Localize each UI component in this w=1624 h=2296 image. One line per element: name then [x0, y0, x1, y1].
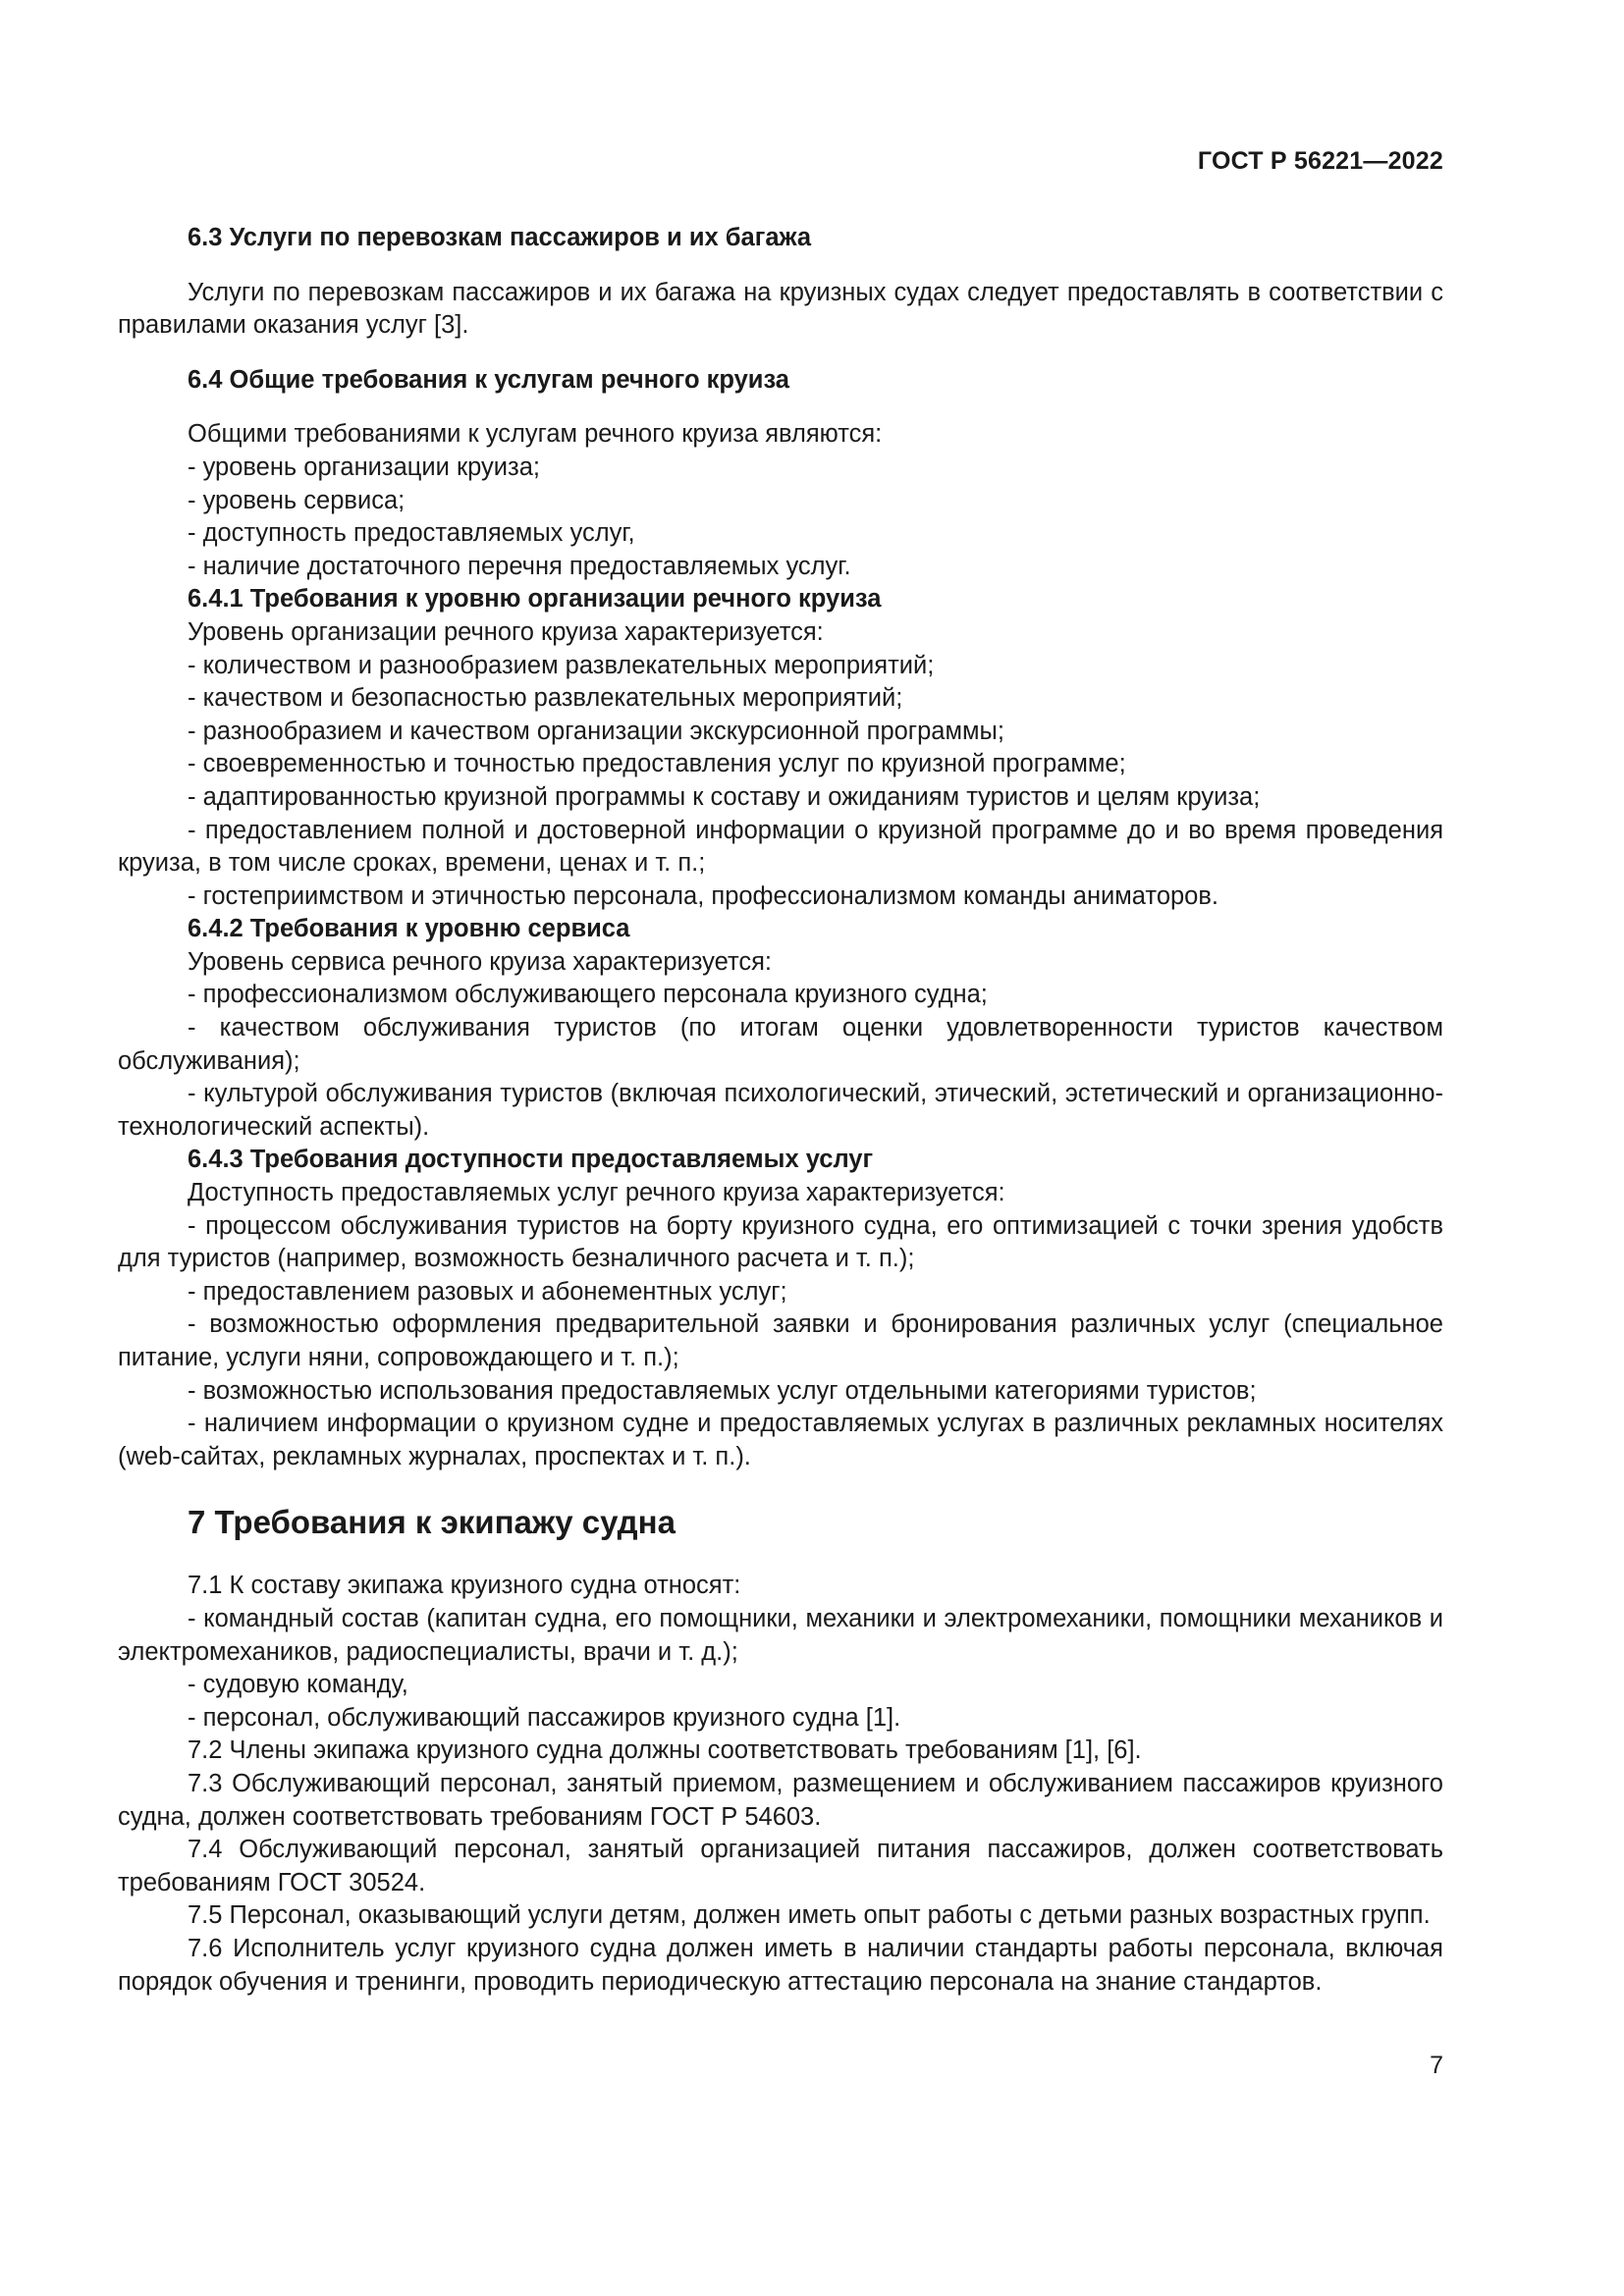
paragraph-7-4: 7.4 Обслуживающий персонал, занятый организацией питания пассажиров, должен соответствовать требованиям ГОСТ 30524.: [118, 1836, 1443, 1896]
section-6-3-text: Услуги по перевозкам пассажиров и их багажа на круизных судах следует предоставлять в соответствии с правилами оказания услуг [3].: [118, 278, 1443, 340]
section-6-4-heading: 6.4 Общие требования к услугам речного круиза: [188, 365, 789, 394]
list-item: - предоставлением разовых и абонементных услуг;: [188, 1277, 787, 1306]
section-6-4-1-heading: 6.4.1 Требования к уровню организации речного круиза: [188, 585, 882, 614]
list-item: - адаптированностью круизной программы к составу и ожиданиям туристов и целям круиза;: [188, 782, 1261, 811]
list-item: - количеством и разнообразием развлекательных мероприятий;: [188, 651, 935, 679]
list-item: - процессом обслуживания туристов на борту круизного судна, его оптимизацией с точки зрения удобств для туристов (например, возможность безналичного расчета и т. п.);: [118, 1211, 1443, 1273]
paragraph-7-6: 7.6 Исполнитель услуг круизного судна должен иметь в наличии стандарты работы персонала, включая порядок обучения и тренинги, проводить периодическую аттестацию персонала на знание стандартов.: [118, 1934, 1443, 1996]
list-item: - наличие достаточного перечня предоставляемых услуг.: [188, 552, 851, 580]
list-item: - доступность предоставляемых услуг,: [188, 519, 635, 548]
list-item: - предоставлением полной и достоверной информации о круизной программе до и во время проведения круиза, в том числе сроках, времени, ценах и т. п.;: [118, 816, 1443, 878]
page-number: 7: [1430, 2052, 1443, 2079]
list-item: - качеством и безопасностью развлекательных мероприятий;: [188, 684, 903, 713]
section-6-4-2-heading: 6.4.2 Требования к уровню сервиса: [188, 915, 630, 943]
paragraph-7-3: 7.3 Обслуживающий персонал, занятый приемом, размещением и обслуживанием пассажиров круизного судна, должен соответствовать требованиям ГОСТ Р 54603.: [118, 1769, 1443, 1831]
list-item: - возможностью оформления предварительной заявки и бронирования различных услуг (специальное питание, услуги няни, сопровождающего и т. п.);: [118, 1310, 1443, 1371]
paragraph-7-1: 7.1 К составу экипажа круизного судна относят:: [188, 1572, 741, 1600]
list-item: - разнообразием и качеством организации экскурсионной программы;: [188, 717, 1004, 745]
list-item: - уровень организации круиза;: [188, 453, 540, 481]
section-6-4-1-intro: Уровень организации речного круиза характеризуется:: [188, 617, 824, 646]
section-6-4-intro: Общими требованиями к услугам речного круиза являются:: [188, 420, 883, 449]
list-item: - качеством обслуживания туристов (по итогам оценки удовлетворенности туристов качеством обслуживания);: [118, 1014, 1443, 1075]
document-body: [118, 222, 1443, 1999]
section-6-4-3-intro: Доступность предоставляемых услуг речного круиза характеризуется:: [188, 1179, 1005, 1207]
list-item: - командный состав (капитан судна, его помощники, механики и электромеханики, помощники механиков и электромехаников, радиоспециалисты, врачи и т. д.);: [118, 1604, 1443, 1666]
list-item: - персонал, обслуживающий пассажиров круизного судна [1].: [188, 1703, 901, 1732]
section-6-3-heading: 6.3 Услуги по перевозкам пассажиров и их багажа: [188, 224, 812, 251]
list-item: - наличием информации о круизном судне и предоставляемых услугах в различных рекламных носителях (web-сайтах, рекламных журналах, проспектах и т. п.).: [118, 1410, 1443, 1470]
list-item: - судовую команду,: [188, 1671, 408, 1699]
list-item: - профессионализмом обслуживающего персонала круизного судна;: [188, 981, 988, 1009]
list-item: - своевременностью и точностью предоставления услуг по круизной программе;: [188, 750, 1126, 778]
list-item: - возможностью использования предоставляемых услуг отдельными категориями туристов;: [188, 1376, 1257, 1405]
section-7-heading: 7 Требования к экипажу судна: [188, 1504, 676, 1541]
paragraph-7-5: 7.5 Персонал, оказывающий услуги детям, должен иметь опыт работы с детьми разных возрастных групп.: [188, 1901, 1431, 1930]
list-item: - культурой обслуживания туристов (включая психологический, этический, эстетический и организационно-технологический аспекты).: [118, 1080, 1443, 1141]
document-header-id: ГОСТ Р 56221—2022: [1197, 147, 1443, 175]
paragraph-7-2: 7.2 Члены экипажа круизного судна должны соответствовать требованиям [1], [6].: [188, 1736, 1142, 1765]
section-6-4-2-intro: Уровень сервиса речного круиза характеризуется:: [188, 947, 773, 976]
list-item: - гостеприимством и этичностью персонала, профессионализмом команды аниматоров.: [188, 881, 1218, 910]
list-item: - уровень сервиса;: [188, 486, 406, 514]
section-6-4-3-heading: 6.4.3 Требования доступности предоставляемых услуг: [188, 1146, 874, 1174]
